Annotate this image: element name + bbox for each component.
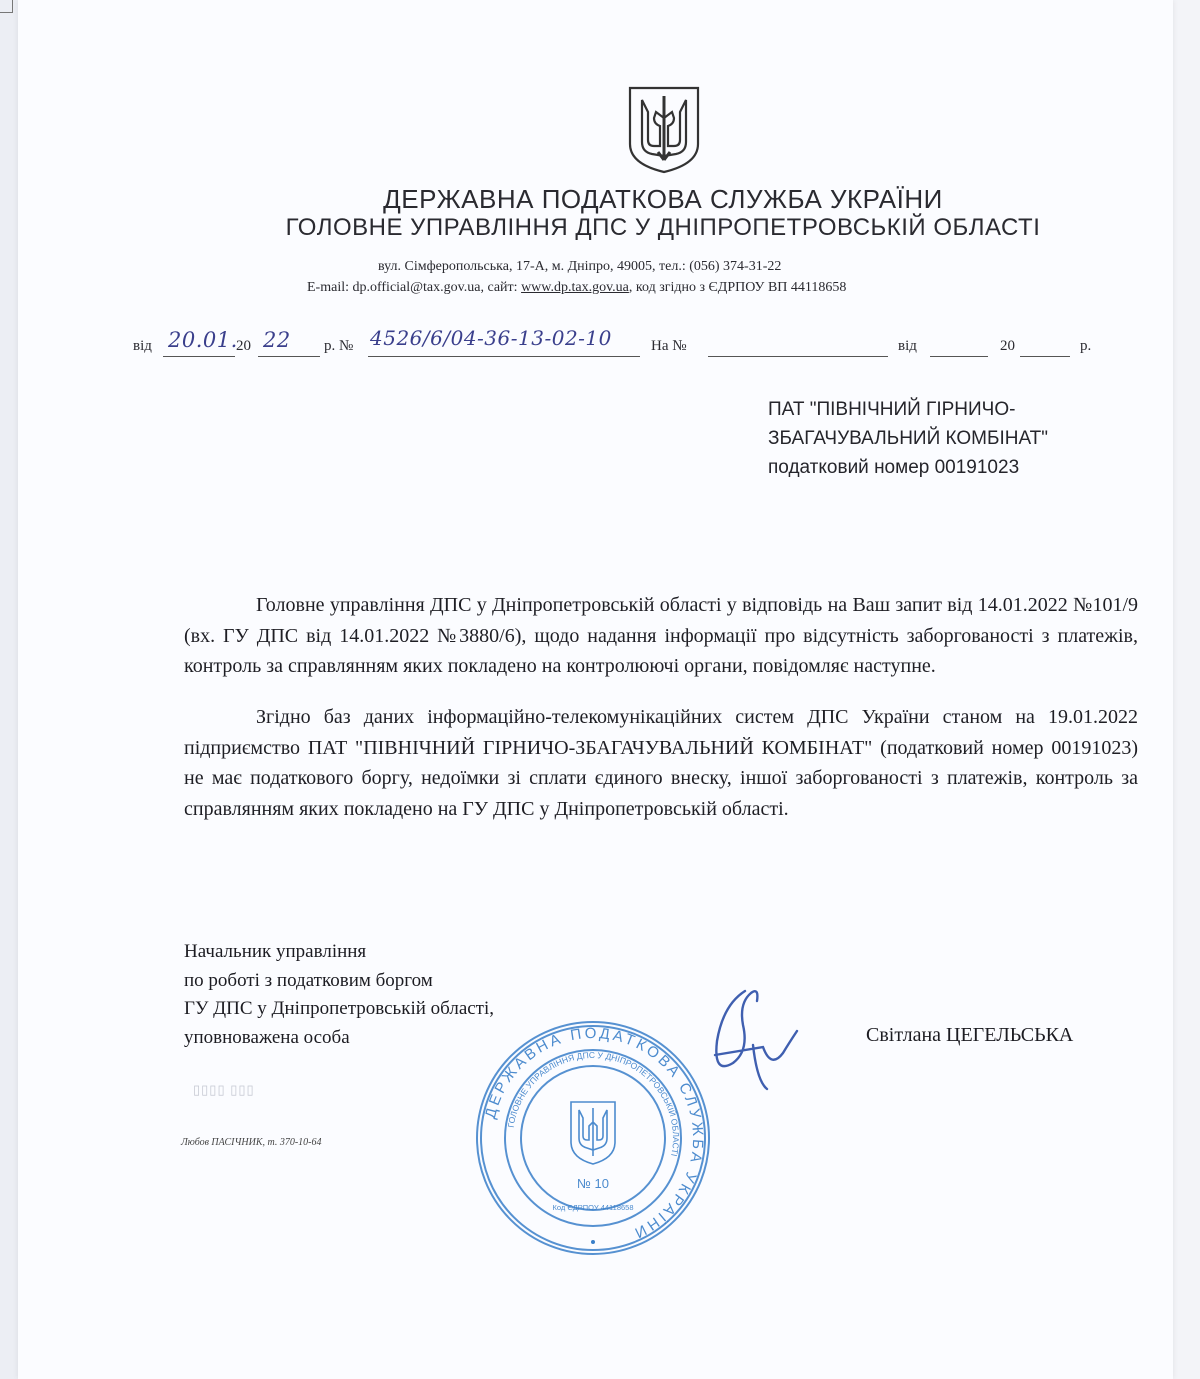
stamp-dot bbox=[591, 1240, 595, 1244]
signatory-title-line: ГУ ДПС у Дніпропетровській області, bbox=[184, 998, 495, 1019]
department-title: ГОЛОВНЕ УПРАВЛІННЯ ДПС У ДНІПРОПЕТРОВСЬКІЙ ОБЛАСТІ bbox=[285, 214, 1041, 241]
website-link[interactable]: www.dp.tax.gov.ua bbox=[521, 280, 629, 295]
ref-year-prefix: 20 bbox=[1000, 338, 1015, 354]
recipient-tax-number: податковий номер 00191023 bbox=[768, 457, 1020, 478]
scan-corner-mark bbox=[0, 0, 13, 13]
reg-year-underline bbox=[258, 356, 320, 357]
stamp-trident-icon bbox=[571, 1102, 615, 1164]
ref-number-blank bbox=[708, 356, 888, 357]
body-paragraph-1 bbox=[184, 590, 1138, 682]
ref-year-suffix: р. bbox=[1080, 338, 1092, 354]
reg-number-handwritten: 4526/6/04-36-13-02-10 bbox=[370, 326, 612, 350]
recipient-line: ПАТ "ПІВНІЧНИЙ ГІРНИЧО- bbox=[768, 399, 1016, 420]
stamp-number: № 10 bbox=[576, 1176, 610, 1191]
reg-date-underline bbox=[163, 356, 235, 357]
ref-year-blank bbox=[1020, 356, 1070, 357]
recipient-block bbox=[768, 395, 1048, 482]
document-page bbox=[18, 0, 1173, 1379]
ref-date-blank bbox=[930, 356, 988, 357]
reg-year-prefix: 20 bbox=[236, 338, 251, 354]
stamp-code: Код ЄДРПОУ 44118658 bbox=[552, 1203, 634, 1212]
ref-number-label: На № bbox=[651, 338, 687, 354]
body-paragraph-2 bbox=[184, 702, 1138, 824]
recipient-line: ЗБАГАЧУВАЛЬНИЙ КОМБІНАТ" bbox=[768, 428, 1048, 449]
signatory-name: Світлана ЦЕГЕЛЬСЬКА bbox=[866, 1024, 1074, 1046]
trident-icon bbox=[628, 86, 700, 174]
signatory-title-line: Начальник управління bbox=[184, 941, 367, 962]
executor-note: Любов ПАСІЧНИК, т. 370-10-64 bbox=[181, 1137, 322, 1148]
handwritten-signature bbox=[693, 985, 803, 1105]
paragraph-text: Головне управління ДПС у Дніпропетровській області у відповідь на Ваш запит від 14.01.2022 №101/9 (вх. ГУ ДПС від 14.01.2022 №3880/6), щодо надання інформації про відсутність заборгованості з платежів, контроль за справлянням яких покладено на контролюючі органи, повідомляє наступне. bbox=[184, 594, 1138, 677]
ref-from-label: від bbox=[898, 338, 917, 354]
stamp-inner-text: ГОЛОВНЕ УПРАВЛІННЯ ДПС У ДНІПРОПЕТРОВСЬКІЙ ОБЛАСТІ bbox=[505, 1049, 682, 1158]
stamp-outer-text: ДЕРЖАВНА ПОДАТКОВА СЛУЖБА УКРАЇНИ bbox=[481, 1024, 707, 1243]
signatory-title bbox=[184, 938, 494, 1052]
contacts-line bbox=[307, 280, 846, 296]
reg-date-handwritten: 20.01. bbox=[168, 328, 238, 352]
organization-title: ДЕРЖАВНА ПОДАТКОВА СЛУЖБА УКРАЇНИ bbox=[383, 184, 943, 214]
paragraph-text: Згідно баз даних інформаційно-телекомунікаційних систем ДПС України станом на 19.01.2022 підприємство ПАТ "ПІВНІЧНИЙ ГІРНИЧО-ЗБАГАЧУВАЛЬНИЙ КОМБІНАТ" (податковий номер 00191023) не має податкового боргу, недоїмки зі сплати єдиного внеску, іншої заборгованості з платежів, контроль за справлянням яких покладено на ГУ ДПС у Дніпропетровській області. bbox=[184, 706, 1138, 820]
reg-year-handwritten: 22 bbox=[263, 328, 291, 352]
reg-number-label: р. № bbox=[324, 338, 354, 354]
reg-from-label: від bbox=[133, 338, 152, 354]
faded-registration-mark: ▯▯▯▯ ▯▯▯ bbox=[193, 1082, 255, 1097]
edrpou-text: , код згідно з ЄДРПОУ ВП 44118658 bbox=[628, 280, 847, 295]
address-line: вул. Сімферопольська, 17-А, м. Дніпро, 49005, тел.: (056) 374-31-22 bbox=[378, 259, 782, 274]
reg-number-underline bbox=[368, 356, 640, 357]
official-stamp bbox=[473, 1018, 713, 1258]
email-text: E-mail: dp.official@tax.gov.ua, сайт: bbox=[307, 280, 522, 295]
signatory-title-line: по роботі з податковим боргом bbox=[184, 969, 433, 991]
signatory-title-line: уповноважена особа bbox=[184, 1026, 350, 1048]
scan-edge bbox=[0, 0, 18, 1379]
